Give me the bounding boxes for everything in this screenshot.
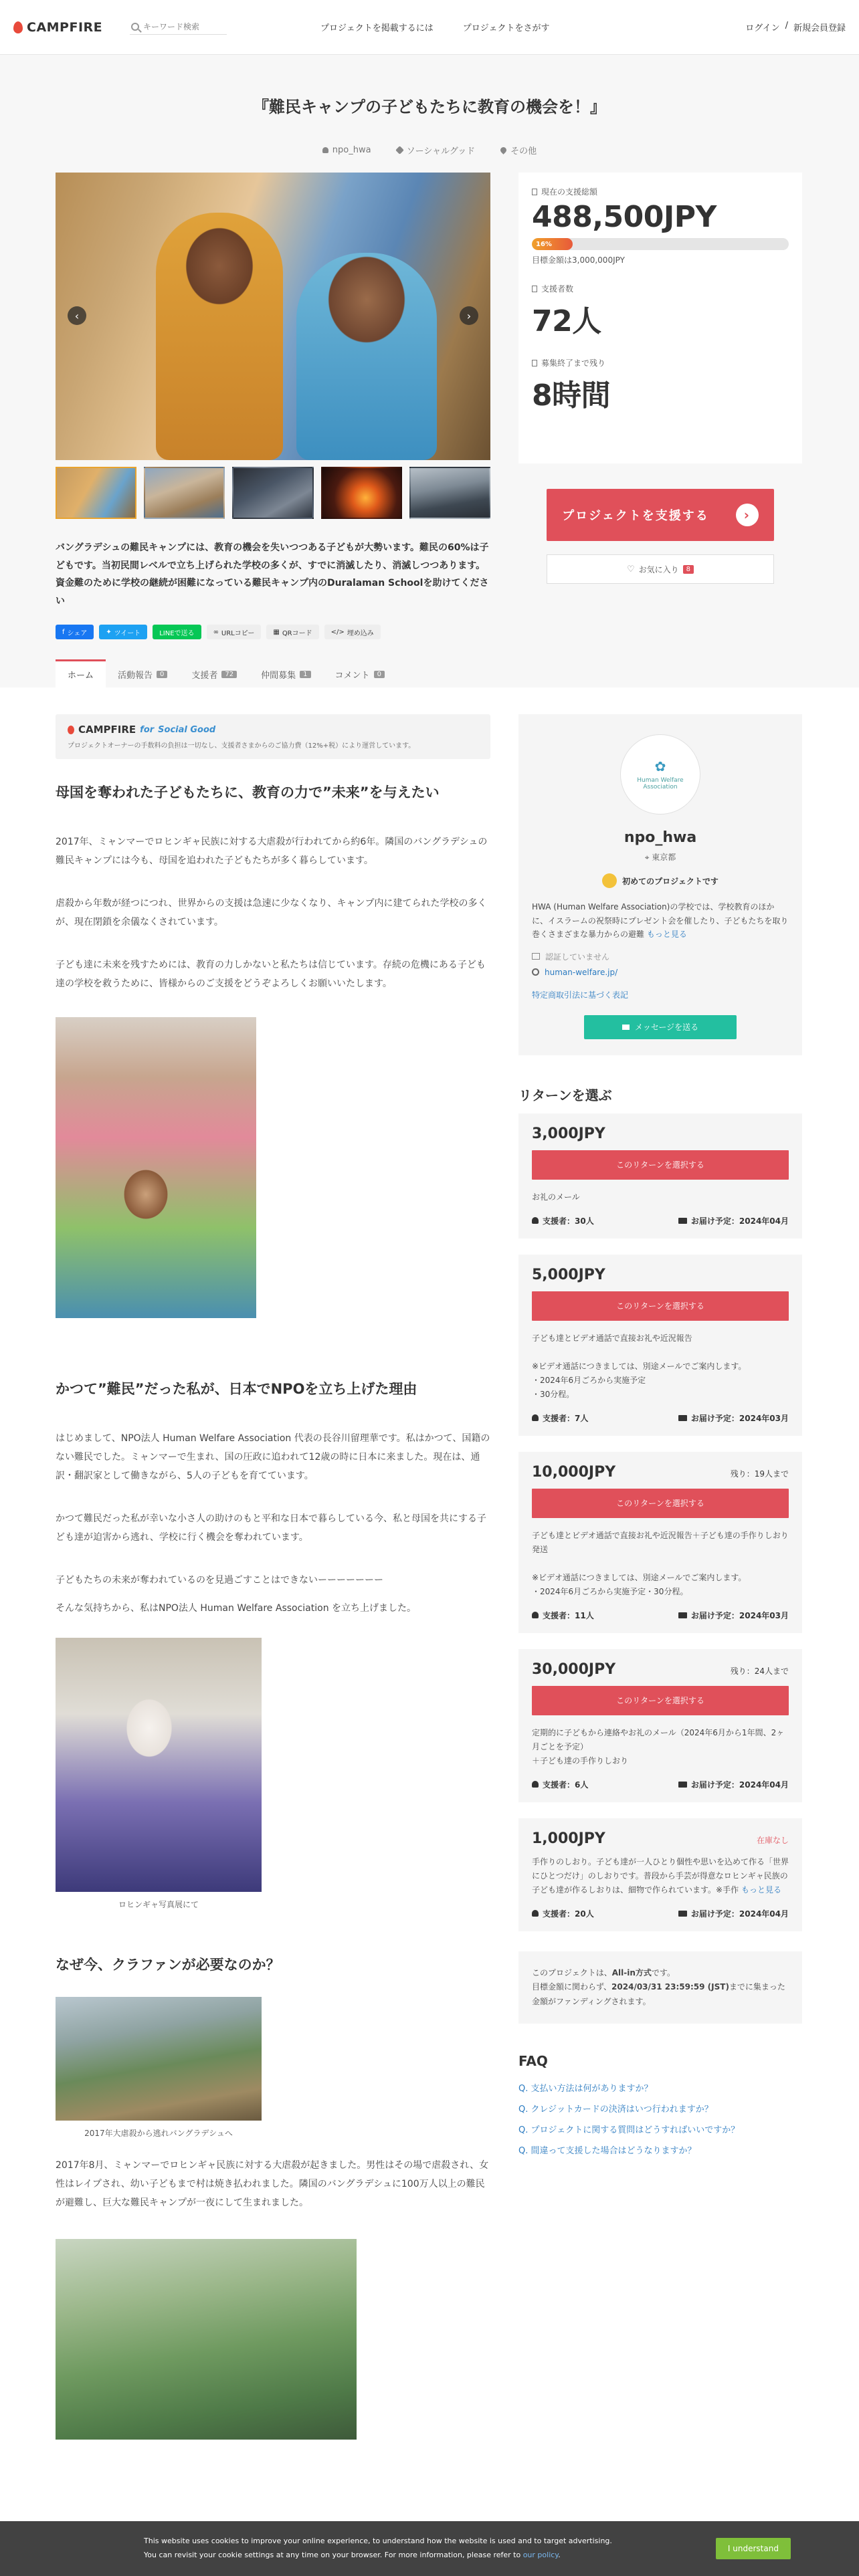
- photo-caption: 2017年大虐殺から逃れバングラデシュへ: [84, 2129, 233, 2139]
- return-footer: [532, 1215, 789, 1226]
- return-delivery: [678, 1215, 789, 1226]
- verification-text: 認証していません: [545, 952, 610, 962]
- campfire-logo[interactable]: [13, 20, 120, 35]
- social-good-logo: [68, 724, 478, 736]
- arrow-right-icon: ›: [736, 504, 759, 526]
- return-supporters-text: 支援者：11人: [543, 1610, 594, 1620]
- allin-post: です。: [651, 1967, 675, 1977]
- return-head: [532, 1830, 789, 1847]
- remaining-label: 募集終了まで残り: [541, 358, 606, 368]
- tab-activity-label: 活動報告: [118, 671, 153, 681]
- truck-icon: [678, 1911, 687, 1917]
- signup-link[interactable]: 新規会員登録: [793, 23, 846, 33]
- return-supporters-text: 支援者：6人: [543, 1780, 589, 1790]
- cookie-line1: This website uses cookies to improve your online experience, to understand how the website is used and to target advertising.: [144, 2537, 612, 2546]
- nav-find-project[interactable]: プロジェクトをさがす: [462, 23, 550, 33]
- search-box: [130, 19, 227, 35]
- remaining-block: [532, 357, 789, 414]
- allin-deadline: 2024/03/31 23:59:59 (JST): [611, 1982, 729, 1992]
- tab-comments-count: 0: [374, 671, 385, 678]
- tab-comments[interactable]: [323, 659, 397, 687]
- url-copy-button[interactable]: [207, 625, 262, 639]
- all-in-line2: [532, 1980, 789, 2009]
- cookie-line2-text: You can revisit your cookie settings at any time on your browser. For more information, please refer to: [144, 2551, 521, 2559]
- cookie-text: [144, 2535, 612, 2563]
- tab-activity[interactable]: [106, 659, 179, 687]
- tab-home[interactable]: [56, 659, 106, 687]
- main-image: [56, 173, 490, 460]
- returns-title: リターンを選ぶ: [518, 1087, 612, 1103]
- return-supporters-text: 支援者：7人: [543, 1413, 589, 1423]
- return-description: 定期的に子どもから連絡やお礼のメール（2024年6月から1年間、2ヶ月ごとを予定） ＋子ども達の手作りしおり: [532, 1727, 785, 1765]
- embed-button[interactable]: [324, 625, 381, 639]
- faq-item[interactable]: Q. 間違って支援した場合はどうなりますか？: [518, 2146, 696, 2157]
- id-card-icon: [532, 953, 540, 960]
- main-nav: [320, 21, 550, 33]
- faq-title: FAQ: [518, 2053, 548, 2070]
- avatar-org-name: Human Welfare Association: [637, 777, 684, 791]
- remaining-label-row: [532, 357, 789, 368]
- return-head: [532, 1125, 789, 1142]
- location-pin-icon: [499, 146, 508, 154]
- project-top: [0, 55, 859, 687]
- code-icon: </>: [330, 628, 345, 636]
- favorite-label: お気に入り: [638, 564, 679, 574]
- commerce-law-link[interactable]: 特定商取引法に基づく表記: [532, 990, 629, 1000]
- first-project-icon: [602, 873, 617, 888]
- select-return-button[interactable]: このリターンを選択する: [532, 1686, 789, 1715]
- thumbnail[interactable]: [321, 467, 402, 519]
- article-photo-children: [56, 1017, 256, 1318]
- project-title: 『難民キャンプの子どもたちに教育の機会を！』: [253, 98, 606, 116]
- allin-deadline-post: までに集まった金額がファンディングされます。: [532, 1982, 785, 2006]
- support-project-label: プロジェクトを支援する: [562, 509, 709, 523]
- sg-for: for: [140, 724, 155, 735]
- owner-description-text: HWA (Human Welfare Association)の学校では、学校教育のほかに、イスラームの祝祭時にプレゼント会を催したり、子どもたちを取り巻くさまざまな暴力からの避難: [532, 902, 789, 940]
- thumbnail[interactable]: [409, 467, 490, 519]
- heart-icon: ♡: [626, 564, 635, 574]
- amount-label-row: [532, 186, 789, 197]
- select-return-button[interactable]: このリターンを選択する: [532, 1291, 789, 1321]
- supporters-label: 支援者数: [541, 284, 574, 294]
- supporters-label-row: [532, 283, 789, 294]
- flame-icon: [68, 726, 74, 734]
- all-in-line1: [532, 1966, 789, 1981]
- goal-amount: 目標金額は3,000,000JPY: [532, 255, 625, 265]
- tab-recruit-label: 仲間募集: [261, 671, 296, 681]
- hero-photo-girl-left: [156, 213, 283, 460]
- return-card: [518, 1255, 802, 1436]
- owner-location: [532, 851, 789, 863]
- sg-good: Social Good: [158, 724, 216, 735]
- owner-website-text: human-welfare.jp/: [545, 967, 618, 977]
- section-heading: かつて”難民”だった私が、日本でNPOを立ち上げた理由: [56, 1381, 417, 1398]
- truck-icon: [678, 1782, 687, 1788]
- return-supporters: [532, 1215, 594, 1226]
- favorite-count: 8: [683, 565, 694, 574]
- return-footer: [532, 1908, 789, 1919]
- return-head: [532, 1464, 789, 1481]
- progress-bar: [532, 238, 789, 250]
- return-footer: [532, 1610, 789, 1621]
- return-price: 5,000JPY: [532, 1266, 605, 1283]
- line-share-button[interactable]: [153, 625, 201, 639]
- amount-label: 現在の支援総額: [541, 187, 598, 197]
- meta-location-text: その他: [510, 146, 537, 156]
- faq-item[interactable]: Q. 支払い方法は何がありますか？: [518, 2084, 653, 2095]
- owner-location-text: 東京都: [652, 853, 676, 863]
- return-remaining: 残り：24人まで: [730, 1666, 789, 1676]
- faq-item[interactable]: Q. クレジットカードの決済はいつ行われますか？: [518, 2105, 713, 2115]
- tag-icon: [395, 146, 404, 154]
- stats-column: [518, 173, 802, 659]
- truck-icon: [678, 1415, 687, 1421]
- send-message-button[interactable]: [584, 1015, 737, 1039]
- article-paragraph: そんな気持ちから、私はNPO法人 Human Welfare Association を立ち上げました。: [56, 1603, 417, 1614]
- slider-next-icon[interactable]: ›: [460, 306, 478, 325]
- tab-supporters-label: 支援者: [191, 671, 218, 681]
- tab-recruit[interactable]: [249, 659, 322, 687]
- return-delivery: [678, 1610, 789, 1621]
- article-paragraph: 2017年、ミャンマーでロヒンギャ民族に対する大虐殺が行われてから約6年。隣国のバングラデシュの難民キャンプには今も、母国を追われた子どもたちが多く暮らしています。: [56, 837, 488, 867]
- return-card: [518, 1649, 802, 1802]
- sg-text: プロジェクトオーナーの手数料の負担は一切なし、支援者さまからのご協力費（12%+税）により運営しています。: [68, 742, 415, 750]
- section-heading: 母国を奪われた子どもたちに、教育の力で”未来”を与えたい: [56, 784, 440, 801]
- logo-text: CAMPFIRE: [27, 19, 103, 35]
- project-summary: バングラデシュの難民キャンプには、教育の機会を失いつつある子どもが大勢います。難民の60%は子どもです。当初民間レベルで立ち上げられた学校の多くが、すでに消滅したり、消滅しつつあります。資金難のために学校の継続が困難になっている難民キャンプ内のDuralaman Schoolを助けてください: [56, 542, 489, 607]
- return-supporters: [532, 1908, 594, 1919]
- media-column: [56, 173, 490, 659]
- return-head: [532, 1661, 789, 1678]
- tab-comments-label: コメント: [335, 671, 370, 681]
- qr-icon: ▦: [273, 628, 280, 636]
- tab-recruit-count: 1: [300, 671, 310, 678]
- photo-caption: ロヒンギャ写真展にて: [118, 1900, 199, 1910]
- owner-description: [532, 900, 789, 941]
- owner-name[interactable]: npo_hwa: [624, 829, 697, 847]
- qr-code-label: QRコード: [282, 629, 312, 637]
- avatar[interactable]: [620, 734, 700, 815]
- wallet-icon: [532, 189, 537, 195]
- tab-supporters[interactable]: [179, 659, 249, 687]
- article-paragraph: 2017年8月、ミャンマーでロヒンギャ民族に対する大虐殺が起きました。男性はその場で虐殺され、女性はレイプされ、幼い子どもまで村は焼き払われました。隣国のバングラデシュに100万人以上の難民が避難し、巨大な難民キャンプが一夜にして生まれました。: [56, 2160, 489, 2209]
- article-paragraph: はじめまして、NPO法人 Human Welfare Association 代表の長谷川留理華です。私はかつて、国籍のない難民でした。ミャンマーで生まれ、国の圧政に追われて12歳の時に日本に来ました。現在は、通訳・翻訳家として働きながら、5人の子どもを育てています。: [56, 1433, 490, 1482]
- facebook-share-button[interactable]: [56, 625, 94, 639]
- cookie-line2: You can revisit your cookie settings at any time on your browser. For more information, please refer to our policy.: [144, 2551, 561, 2559]
- return-supporters: [532, 1412, 588, 1424]
- project-article: [56, 714, 490, 2440]
- return-delivery-text: お届け予定：2024年03月: [690, 1413, 789, 1423]
- return-description: [532, 1855, 789, 1897]
- cookie-banner: [0, 2521, 859, 2576]
- return-price: 30,000JPY: [532, 1660, 616, 1678]
- cookie-accept-button[interactable]: I understand: [716, 2538, 791, 2559]
- section-heading: なぜ今、クラファンが必要なのか？: [56, 1957, 280, 1973]
- hero-photo-girl-right: [296, 253, 437, 460]
- meta-location[interactable]: [500, 144, 537, 156]
- send-message-label: メッセージを送る: [634, 1023, 699, 1033]
- auth-separator: /: [785, 21, 788, 31]
- body-columns: [0, 687, 859, 2440]
- slider-prev-icon[interactable]: ‹: [68, 306, 86, 325]
- return-card: [518, 1113, 802, 1239]
- all-in-notice: [518, 1951, 802, 2024]
- return-card-soldout: [518, 1818, 802, 1931]
- login-link[interactable]: ログイン: [745, 23, 780, 33]
- meta-owner[interactable]: [322, 144, 371, 156]
- truck-icon: [678, 1218, 687, 1224]
- user-icon: [322, 147, 328, 153]
- link-icon: ∞: [213, 628, 219, 636]
- project-sidebar: [518, 714, 802, 2440]
- search-input[interactable]: [143, 22, 217, 31]
- url-copy-label: URLコピー: [221, 629, 255, 637]
- return-delivery: [678, 1908, 789, 1919]
- return-supporters: [532, 1779, 588, 1790]
- remaining-value: 8時間: [532, 379, 611, 413]
- sg-brand: CAMPFIRE: [78, 724, 136, 736]
- allin-deadline-pre: 目標金額に関わらず、: [532, 1982, 612, 1992]
- return-card: [518, 1452, 802, 1633]
- return-delivery-text: お届け予定：2024年04月: [690, 1909, 789, 1919]
- select-return-button[interactable]: このリターンを選択する: [532, 1150, 789, 1180]
- thumbnail-strip: [56, 467, 490, 519]
- return-footer: [532, 1412, 789, 1424]
- first-project-text: 初めてのプロジェクトです: [622, 876, 719, 886]
- qr-code-button[interactable]: [266, 625, 318, 639]
- flame-icon: [13, 21, 23, 33]
- allin-pre: このプロジェクトは、: [532, 1967, 612, 1977]
- return-footer: [532, 1779, 789, 1790]
- mail-icon: [622, 1025, 630, 1030]
- amount-value: 488,500JPY: [532, 200, 717, 234]
- user-icon: [532, 1910, 539, 1917]
- location-pin-icon: ⌖: [644, 853, 650, 863]
- cookie-policy-link[interactable]: our policy: [522, 2551, 559, 2559]
- return-price: 3,000JPY: [532, 1125, 605, 1142]
- favorite-button[interactable]: [547, 554, 774, 584]
- return-description: 子ども達とビデオ通話で直接お礼や近況報告 ※ビデオ通話につきましては、別途メールでご案内します。 ・2024年6月ごろから実施予定 ・30分程。: [532, 1333, 747, 1399]
- user-icon: [532, 1612, 539, 1618]
- article-paragraph: 虐殺から年数が経つにつれ、世界からの支援は急速に少なくなり、キャンプ内に建てられた学校の多くが、現在閉鎖を余儀なくされています。: [56, 898, 487, 928]
- social-good-banner: [56, 714, 490, 759]
- verification-status: [532, 951, 789, 962]
- return-soldout: 在庫なし: [756, 1835, 789, 1845]
- amount-block: [532, 186, 789, 265]
- site-header: [0, 0, 859, 55]
- tab-home-label: ホーム: [68, 671, 94, 681]
- return-delivery-text: お届け予定：2024年04月: [690, 1780, 789, 1790]
- return-price: 10,000JPY: [532, 1463, 616, 1481]
- tab-supporters-count: 72: [221, 671, 237, 678]
- twitter-share-button[interactable]: [99, 625, 147, 639]
- return-head: [532, 1267, 789, 1283]
- stats-card: [518, 173, 802, 463]
- embed-label: 埋め込み: [347, 629, 374, 637]
- supporters-block: [532, 283, 789, 340]
- project-meta: [0, 144, 859, 156]
- owner-card: [518, 714, 802, 1055]
- user-icon: [532, 1781, 539, 1788]
- return-description: お礼のメール: [532, 1192, 580, 1202]
- globe-icon: [532, 968, 539, 976]
- support-project-button[interactable]: [547, 489, 774, 541]
- meta-owner-text: npo_hwa: [332, 145, 371, 155]
- faq-item[interactable]: Q. プロジェクトに関する質問はどうすればいいですか？: [518, 2125, 740, 2136]
- meta-category-text: ソーシャルグッド: [406, 146, 476, 156]
- owner-more-link[interactable]: もっと見る: [646, 930, 687, 940]
- search-icon[interactable]: [131, 23, 139, 31]
- return-supporters-text: 支援者：20人: [543, 1909, 594, 1919]
- share-row: [56, 625, 490, 659]
- twitter-icon: ✦: [106, 628, 112, 636]
- top-columns: [0, 173, 859, 659]
- article-photo-refugees: [56, 1997, 262, 2121]
- return-price: 1,000JPY: [532, 1830, 605, 1847]
- article-paragraph: 子どもたちの未来が奪われているのを見過ごすことはできないーーーーーーー: [56, 1575, 383, 1586]
- thumbnail[interactable]: [56, 467, 136, 519]
- project-tabs: [0, 659, 859, 687]
- facebook-icon: f: [62, 628, 65, 636]
- return-delivery-text: お届け予定：2024年03月: [690, 1610, 789, 1620]
- return-description-text: 手作りのしおり。子ども達が一人ひとり個性や思いを込めて作る「世界にひとつだけ」のしおりです。普段から手芸が得意なロヒンギャ民族の子ども達が作るしおりは、細物で作られています。※手作: [532, 1856, 789, 1895]
- line-share-label: LINEで送る: [159, 629, 195, 637]
- progress-fill: 16%: [532, 238, 573, 250]
- hwa-logo-icon: ✿: [654, 758, 666, 775]
- truck-icon: [678, 1612, 687, 1618]
- return-supporters: [532, 1610, 594, 1621]
- owner-website-link[interactable]: [532, 968, 789, 977]
- return-remaining: 残り：19人まで: [730, 1469, 789, 1479]
- thumbnail[interactable]: [144, 467, 225, 519]
- clock-icon: [532, 360, 537, 366]
- article-paragraph: 子ども達に未来を残すためには、教育の力しかないと私たちは信じています。存続の危機にある子ども達の学校を救うために、皆様からのご支援をどうぞよろしくお願いいたします。: [56, 960, 486, 990]
- return-more-link[interactable]: もっと見る: [741, 1885, 781, 1895]
- select-return-button[interactable]: このリターンを選択する: [532, 1489, 789, 1518]
- return-description: 子ども達とビデオ通話で直接お礼や近況報告＋子ども達の手作りしおり発送 ※ビデオ通話につきましては、別途メールでご案内します。 ・2024年6月ごろから実施予定・30分程。: [532, 1530, 789, 1596]
- article-paragraph: かつて難民だった私が幸いな小さ人の助けのもと平和な日本で暮らしている今、私と母国を共にする子ども達が迫害から逃れ、学校に行く機会を奪われています。: [56, 1513, 486, 1543]
- article-photo-exodus: [56, 2239, 357, 2440]
- return-delivery-text: お届け予定：2024年04月: [690, 1216, 789, 1226]
- allin-bold: All-in方式: [611, 1967, 652, 1977]
- people-icon: [532, 286, 537, 292]
- return-delivery: [678, 1779, 789, 1790]
- thumbnail[interactable]: [232, 467, 313, 519]
- meta-category[interactable]: [397, 144, 476, 156]
- twitter-share-label: ツイート: [114, 629, 141, 637]
- first-project-badge: [532, 873, 789, 888]
- user-icon: [532, 1217, 539, 1224]
- return-supporters-text: 支援者：30人: [543, 1216, 594, 1226]
- return-delivery: [678, 1412, 789, 1424]
- facebook-share-label: シェア: [67, 629, 88, 637]
- nav-start-project[interactable]: プロジェクトを掲載するには: [320, 23, 434, 33]
- supporters-value: 72人: [532, 304, 601, 338]
- article-photo-representative: [56, 1638, 262, 1892]
- user-icon: [532, 1414, 539, 1421]
- auth-links: [745, 21, 846, 33]
- tab-activity-count: 0: [157, 671, 167, 678]
